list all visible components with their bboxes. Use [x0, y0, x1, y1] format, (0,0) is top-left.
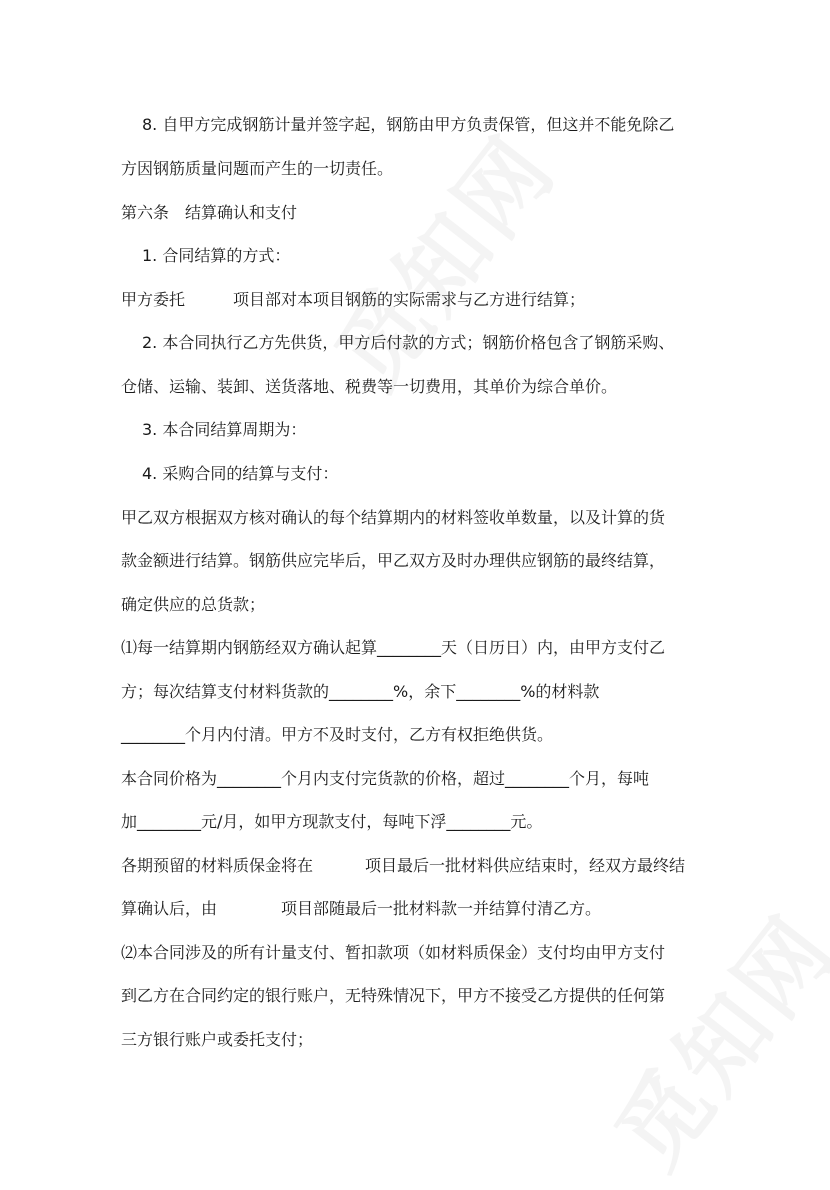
item-1: 1. 合同结算的方式： [142, 246, 291, 265]
retention-text-d: 项目部随最后一批材料款一并结算付清乙方。 [281, 899, 602, 918]
settlement-para-line-2: 款金额进行结算。钢筋供应完毕后，甲乙双方及时办理供应钢筋的最终结算， [121, 551, 666, 570]
sub-item-1-line-1: ⑴每一结算期内钢筋经双方确认起算________天（日历日）内，由甲方支付乙 [121, 638, 666, 657]
item-2-line-2: 仓储、运输、装卸、送货落地、税费等一切费用，其单价为综合单价。 [121, 377, 618, 396]
retention-text-c: 算确认后，由 [121, 899, 218, 918]
sub-item-2-line-3: 三方银行账户或委托支付； [121, 1030, 314, 1049]
retention-line-1 [121, 855, 685, 877]
entrust-text-a: 甲方委托 [121, 290, 186, 309]
retention-text-a: 各期预留的材料质保金将在 [121, 856, 314, 875]
retention-text-b: 项目最后一批材料供应结束时，经双方最终结 [365, 856, 686, 875]
price-line-1: 本合同价格为________个月内支付完货款的价格，超过________个月，每吨 [121, 769, 650, 788]
item-3: 3. 本合同结算周期为： [142, 420, 307, 439]
clause-8-line-1: 8. 自甲方完成钢筋计量并签字起，钢筋由甲方负责保管，但这并不能免除乙 [142, 115, 675, 134]
settlement-para-line-3: 确定供应的总货款； [121, 595, 266, 614]
clause-8-line-2: 方因钢筋质量问题而产生的一切责任。 [121, 159, 394, 178]
article-6-heading: 第六条 结算确认和支付 [121, 203, 298, 222]
item-4: 4. 采购合同的结算与支付： [142, 464, 339, 483]
sub-item-1-line-2: 方；每次结算支付材料货款的________%，余下________%的材料款 [121, 682, 600, 701]
sub-item-2-line-2: 到乙方在合同约定的银行账户，无特殊情况下，甲方不接受乙方提供的任何第 [121, 986, 666, 1005]
price-line-2: 加________元/月，如甲方现款支付，每吨下浮________元。 [121, 812, 543, 831]
settlement-para-line-1: 甲乙双方根据双方核对确认的每个结算期内的材料签收单数量，以及计算的货 [121, 508, 666, 527]
sub-item-2-line-1: ⑵本合同涉及的所有计量支付、暂扣款项（如材料质保金）支付均由甲方支付 [121, 943, 666, 962]
sub-item-1-line-3: ________个月内付清。甲方不及时支付，乙方有权拒绝供货。 [121, 725, 554, 744]
watermark [300, 103, 580, 410]
item-2-line-1: 2. 本合同执行乙方先供货，甲方后付款的方式；钢筋价格包含了钢筋采购、 [142, 333, 675, 352]
entrust-line [121, 289, 585, 311]
retention-line-2 [121, 898, 601, 920]
entrust-text-b: 项目部对本项目钢筋的实际需求与乙方进行结算； [233, 290, 586, 309]
watermark [580, 883, 830, 1190]
